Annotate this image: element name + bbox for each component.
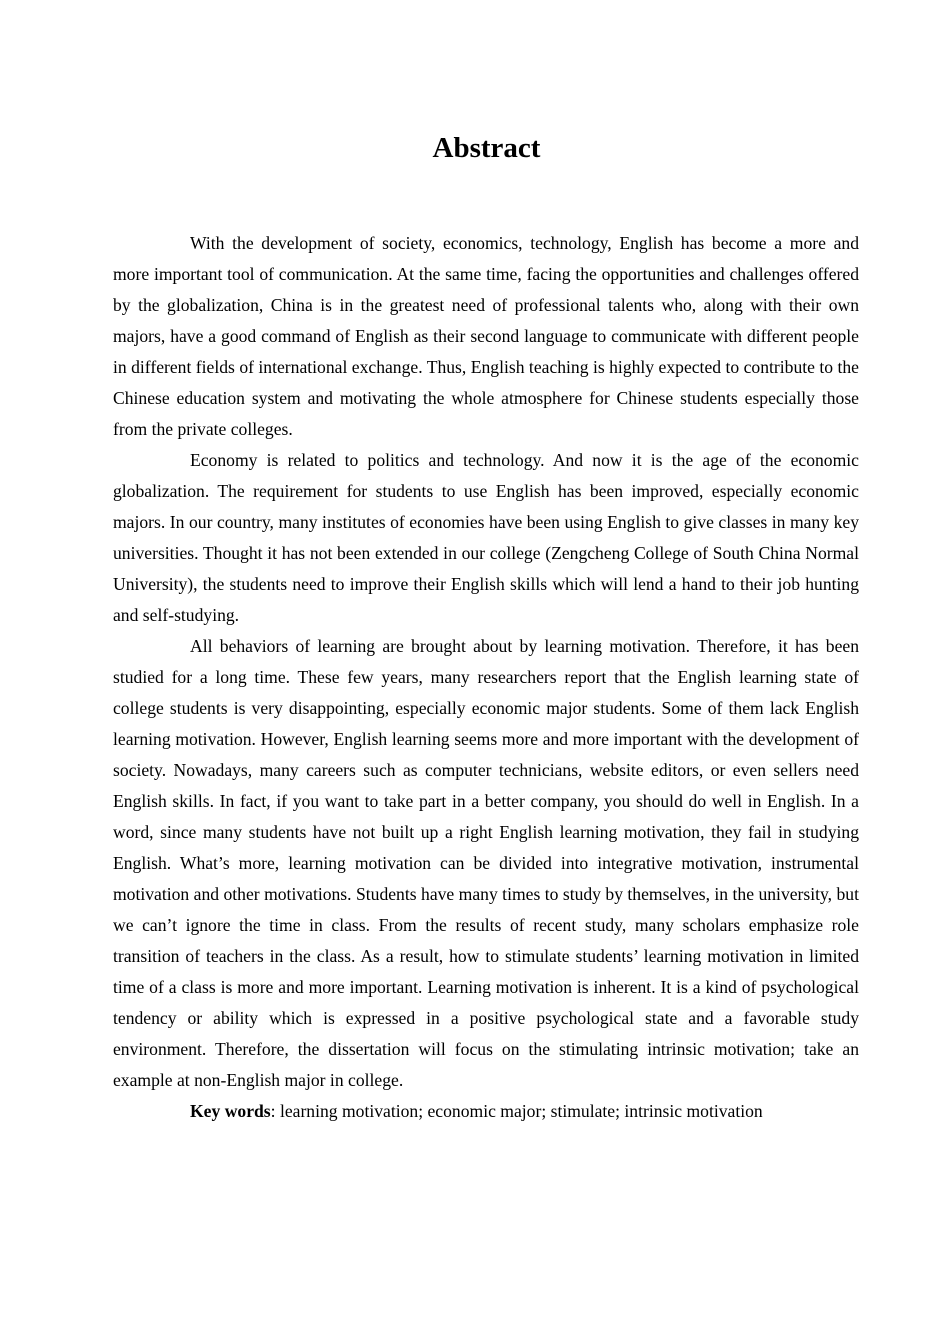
page-title: Abstract	[432, 132, 541, 164]
paragraph: All behaviors of learning are brought about by learning motivation. Therefore, it has been studied for a long time. These few years, many researchers report that the English learning state of college students is very disappointing, especially economic major students. Some of them lack English learning motivation. However, English learning seems more and more important with the development of society. Nowadays, many careers such as computer technicians, website editors, or even sellers need English skills. In fact, if you want to take part in a better company, you should do well in English. In a word, since many students have not built up a right English learning motivation, they fail in studying English. What’s more, learning motivation can be divided into integrative motivation, instrumental motivation and other motivations. Students have many times to study by themselves, in the university, but we can’t ignore the time in class. From the results of recent study, many scholars emphasize role transition of teachers in the class. As a result, how to stimulate students’ learning motivation in limited time of a class is more and more important. Learning motivation is inherent. It is a kind of psychological tendency or ability which is expressed in a positive psychological state and a favorable study environment. Therefore, the dissertation will focus on the stimulating intrinsic motivation; take an example at non-English major in college.	[113, 636, 859, 1090]
abstract-body	[113, 228, 859, 1127]
keywords-separator: :	[270, 1101, 280, 1121]
paragraph: Economy is related to politics and technology. And now it is the age of the economic globalization. The requirement for students to use English has been improved, especially economic majors. In our country, many institutes of economies have been using English to give classes in many key universities. Thought it has not been extended in our college (Zengcheng College of South China Normal University), the students need to improve their English skills which will lend a hand to their job hunting and self-studying.	[113, 450, 859, 625]
keywords-line	[113, 1096, 859, 1127]
paragraph: With the development of society, economics, technology, English has become a more and more important tool of communication. At the same time, facing the opportunities and challenges offered by the globalization, China is in the greatest need of professional talents who, along with their own majors, have a good command of English as their second language to communicate with different people in different fields of international exchange. Thus, English teaching is highly expected to contribute to the Chinese education system and motivating the whole atmosphere for Chinese students especially those from the private colleges.	[113, 233, 859, 439]
keywords-label: Key words	[190, 1101, 271, 1121]
keywords-text: learning motivation; economic major; stimulate; intrinsic motivation	[279, 1101, 763, 1121]
